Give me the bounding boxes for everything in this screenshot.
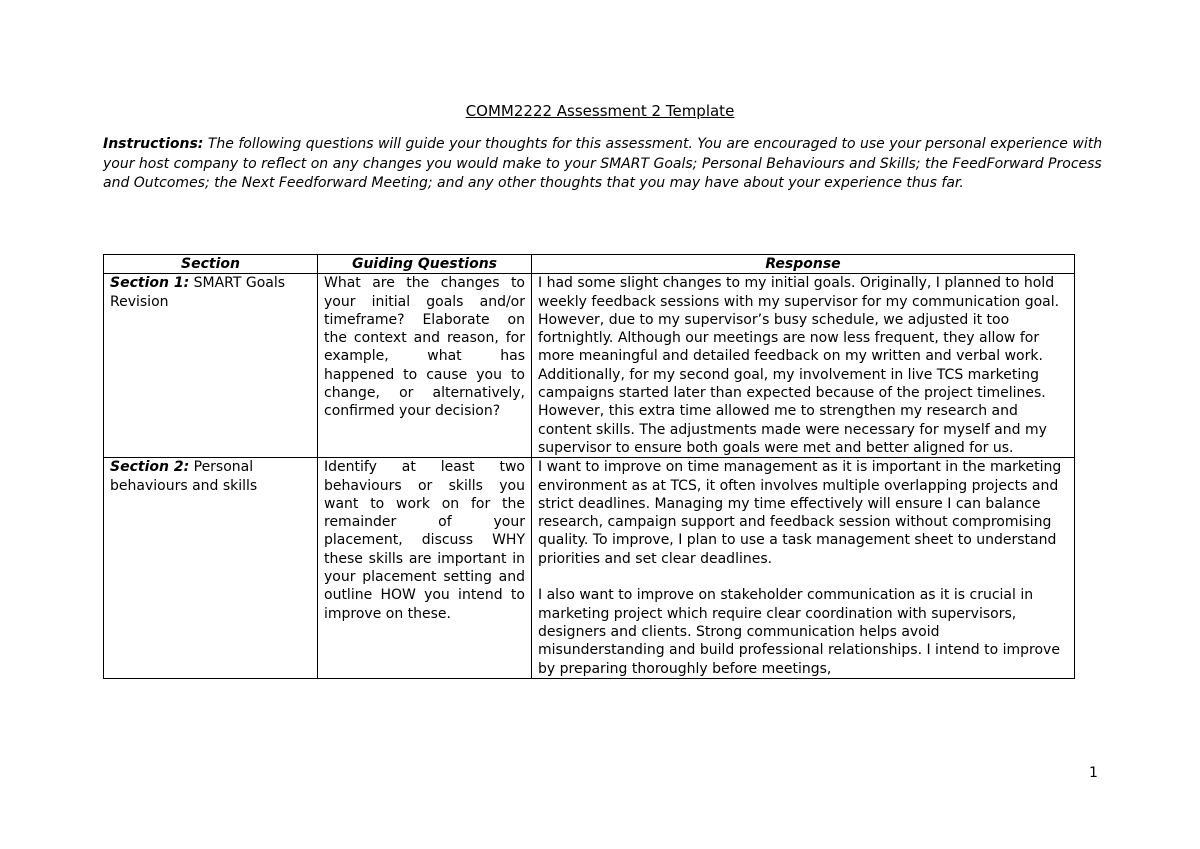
section-name: SMART Goals Revision: [110, 275, 286, 310]
response-cell: [532, 458, 1075, 679]
response-cell: I had some slight changes to my initial goals. Originally, I planned to hold weekly feedback sessions with my supervisor for my communication goal. However, due to my supervisor’s busy schedule, we adjusted it too fortnightly. Although our meetings are now less frequent, they allow for more meaningful and detailed feedback on my written and verbal work. Additionally, for my second goal, my involvement in live TCS marketing campaigns started later than expected because of the project timelines. However, this extra time allowed me to strengthen my research and content skills. The adjustments made were necessary for myself and my supervisor to ensure both goals were met and better aligned for us.: [532, 274, 1075, 458]
header-response: Response: [532, 255, 1075, 274]
page-number: 1: [1089, 765, 1098, 781]
document-title: COMM2222 Assessment 2 Template: [465, 102, 735, 120]
header-guiding-questions: Guiding Questions: [318, 255, 532, 274]
section-label: Section 1:: [110, 275, 190, 292]
table-row-section-1: [104, 274, 1075, 458]
response-paragraph: I want to improve on time management as it is important in the marketing environment as at TCS, it often involves multiple overlapping projects and strict deadlines. Managing my time effectively will ensure I can balance research, campaign support and feedback session without compromising quality. To improve, I plan to use a task management sheet to understand priorities and set clear deadlines.: [538, 459, 1062, 567]
section-cell: [104, 274, 318, 458]
instructions-label: Instructions:: [103, 136, 204, 152]
paragraph-gap: [538, 568, 1068, 586]
section-cell: [104, 458, 318, 679]
response-paragraph: I also want to improve on stakeholder communication as it is crucial in marketing project which require clear coordination with supervisors, designers and clients. Strong communication helps avoid misunderstanding and build professional relationships. I intend to improve by preparing thoroughly before meetings,: [538, 587, 1060, 677]
header-section: Section: [104, 255, 318, 274]
table-header-row: [104, 255, 1075, 274]
table-row-section-2: [104, 458, 1075, 679]
guiding-question-cell: What are the changes to your initial goals and/or timeframe? Elaborate on the context and reason, for example, what has happened to cause you to change, or alternatively, confirmed your decision?: [318, 274, 532, 458]
section-label: Section 2:: [110, 459, 190, 476]
instructions-paragraph: [103, 135, 1103, 194]
assessment-table: [103, 254, 1075, 679]
instructions-text: The following questions will guide your thoughts for this assessment. You are encouraged to use your personal experience with your host company to reflect on any changes you would make to your SMART Goals; Personal Behaviours and Skills; the FeedForward Process and Outcomes; the Next Feedforward Meeting; and any other thoughts that you may have about your experience thus far.: [103, 136, 1103, 191]
guiding-question-cell: Identify at least two behaviours or skills you want to work on for the remainder of your placement, discuss WHY these skills are important in your placement setting and outline HOW you intend to improve on these.: [318, 458, 532, 679]
section-name: Personal behaviours and skills: [110, 459, 258, 494]
